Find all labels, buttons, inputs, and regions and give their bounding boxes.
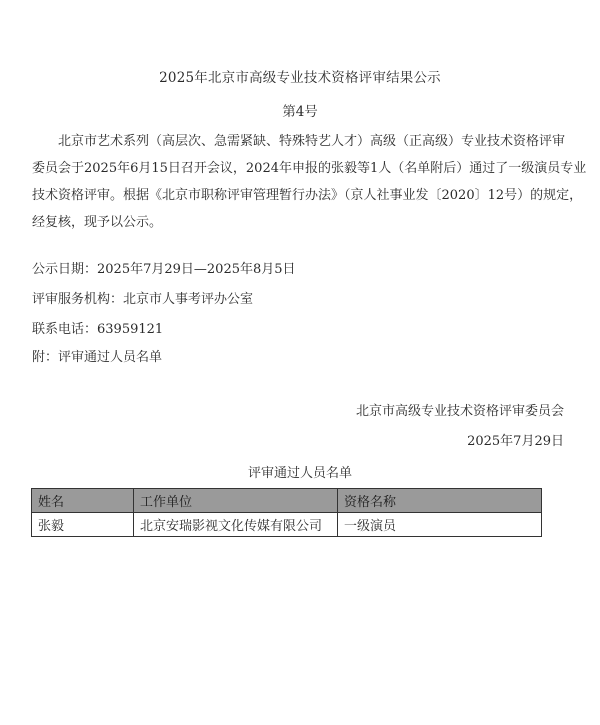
body-line: 北京市艺术系列（高层次、急需紧缺、特殊特艺人才）高级（正高级）专业技术资格评审 [58, 134, 566, 149]
header-employer: 工作单位 [134, 489, 338, 513]
table-row [32, 513, 542, 537]
document-number: 第4号 [282, 104, 318, 120]
document-title: 2025年北京市高级专业技术资格评审结果公示 [159, 70, 441, 86]
cell-name: 张毅 [32, 513, 134, 537]
table-header-row [32, 489, 542, 513]
cell-qualification: 一级演员 [338, 513, 542, 537]
header-qualification: 资格名称 [338, 489, 542, 513]
attachment-note: 附：评审通过人员名单 [32, 350, 163, 365]
header-name: 姓名 [32, 489, 134, 513]
body-line: 技术资格评审。根据《北京市职称评审管理暂行办法》（京人社事业发〔2020〕12号）的规定， [32, 188, 583, 203]
signature-org: 北京市高级专业技术资格评审委员会 [355, 404, 564, 419]
approved-list-table [31, 488, 542, 537]
service-agency: 评审服务机构：北京市人事考评办公室 [32, 292, 254, 307]
publicity-date: 公示日期：2025年7月29日—2025年8月5日 [32, 262, 296, 277]
cell-employer: 北京安瑞影视文化传媒有限公司 [134, 513, 338, 537]
signature-date: 2025年7月29日 [467, 434, 564, 449]
list-title: 评审通过人员名单 [247, 466, 352, 481]
body-line: 经复核，现予以公示。 [32, 215, 163, 230]
body-line: 委员会于2025年6月15日召开会议，2024年申报的张毅等1人（名单附后）通过了一级演员专业 [32, 161, 587, 176]
body-paragraph [32, 128, 587, 236]
contact-phone: 联系电话：63959121 [32, 322, 164, 337]
